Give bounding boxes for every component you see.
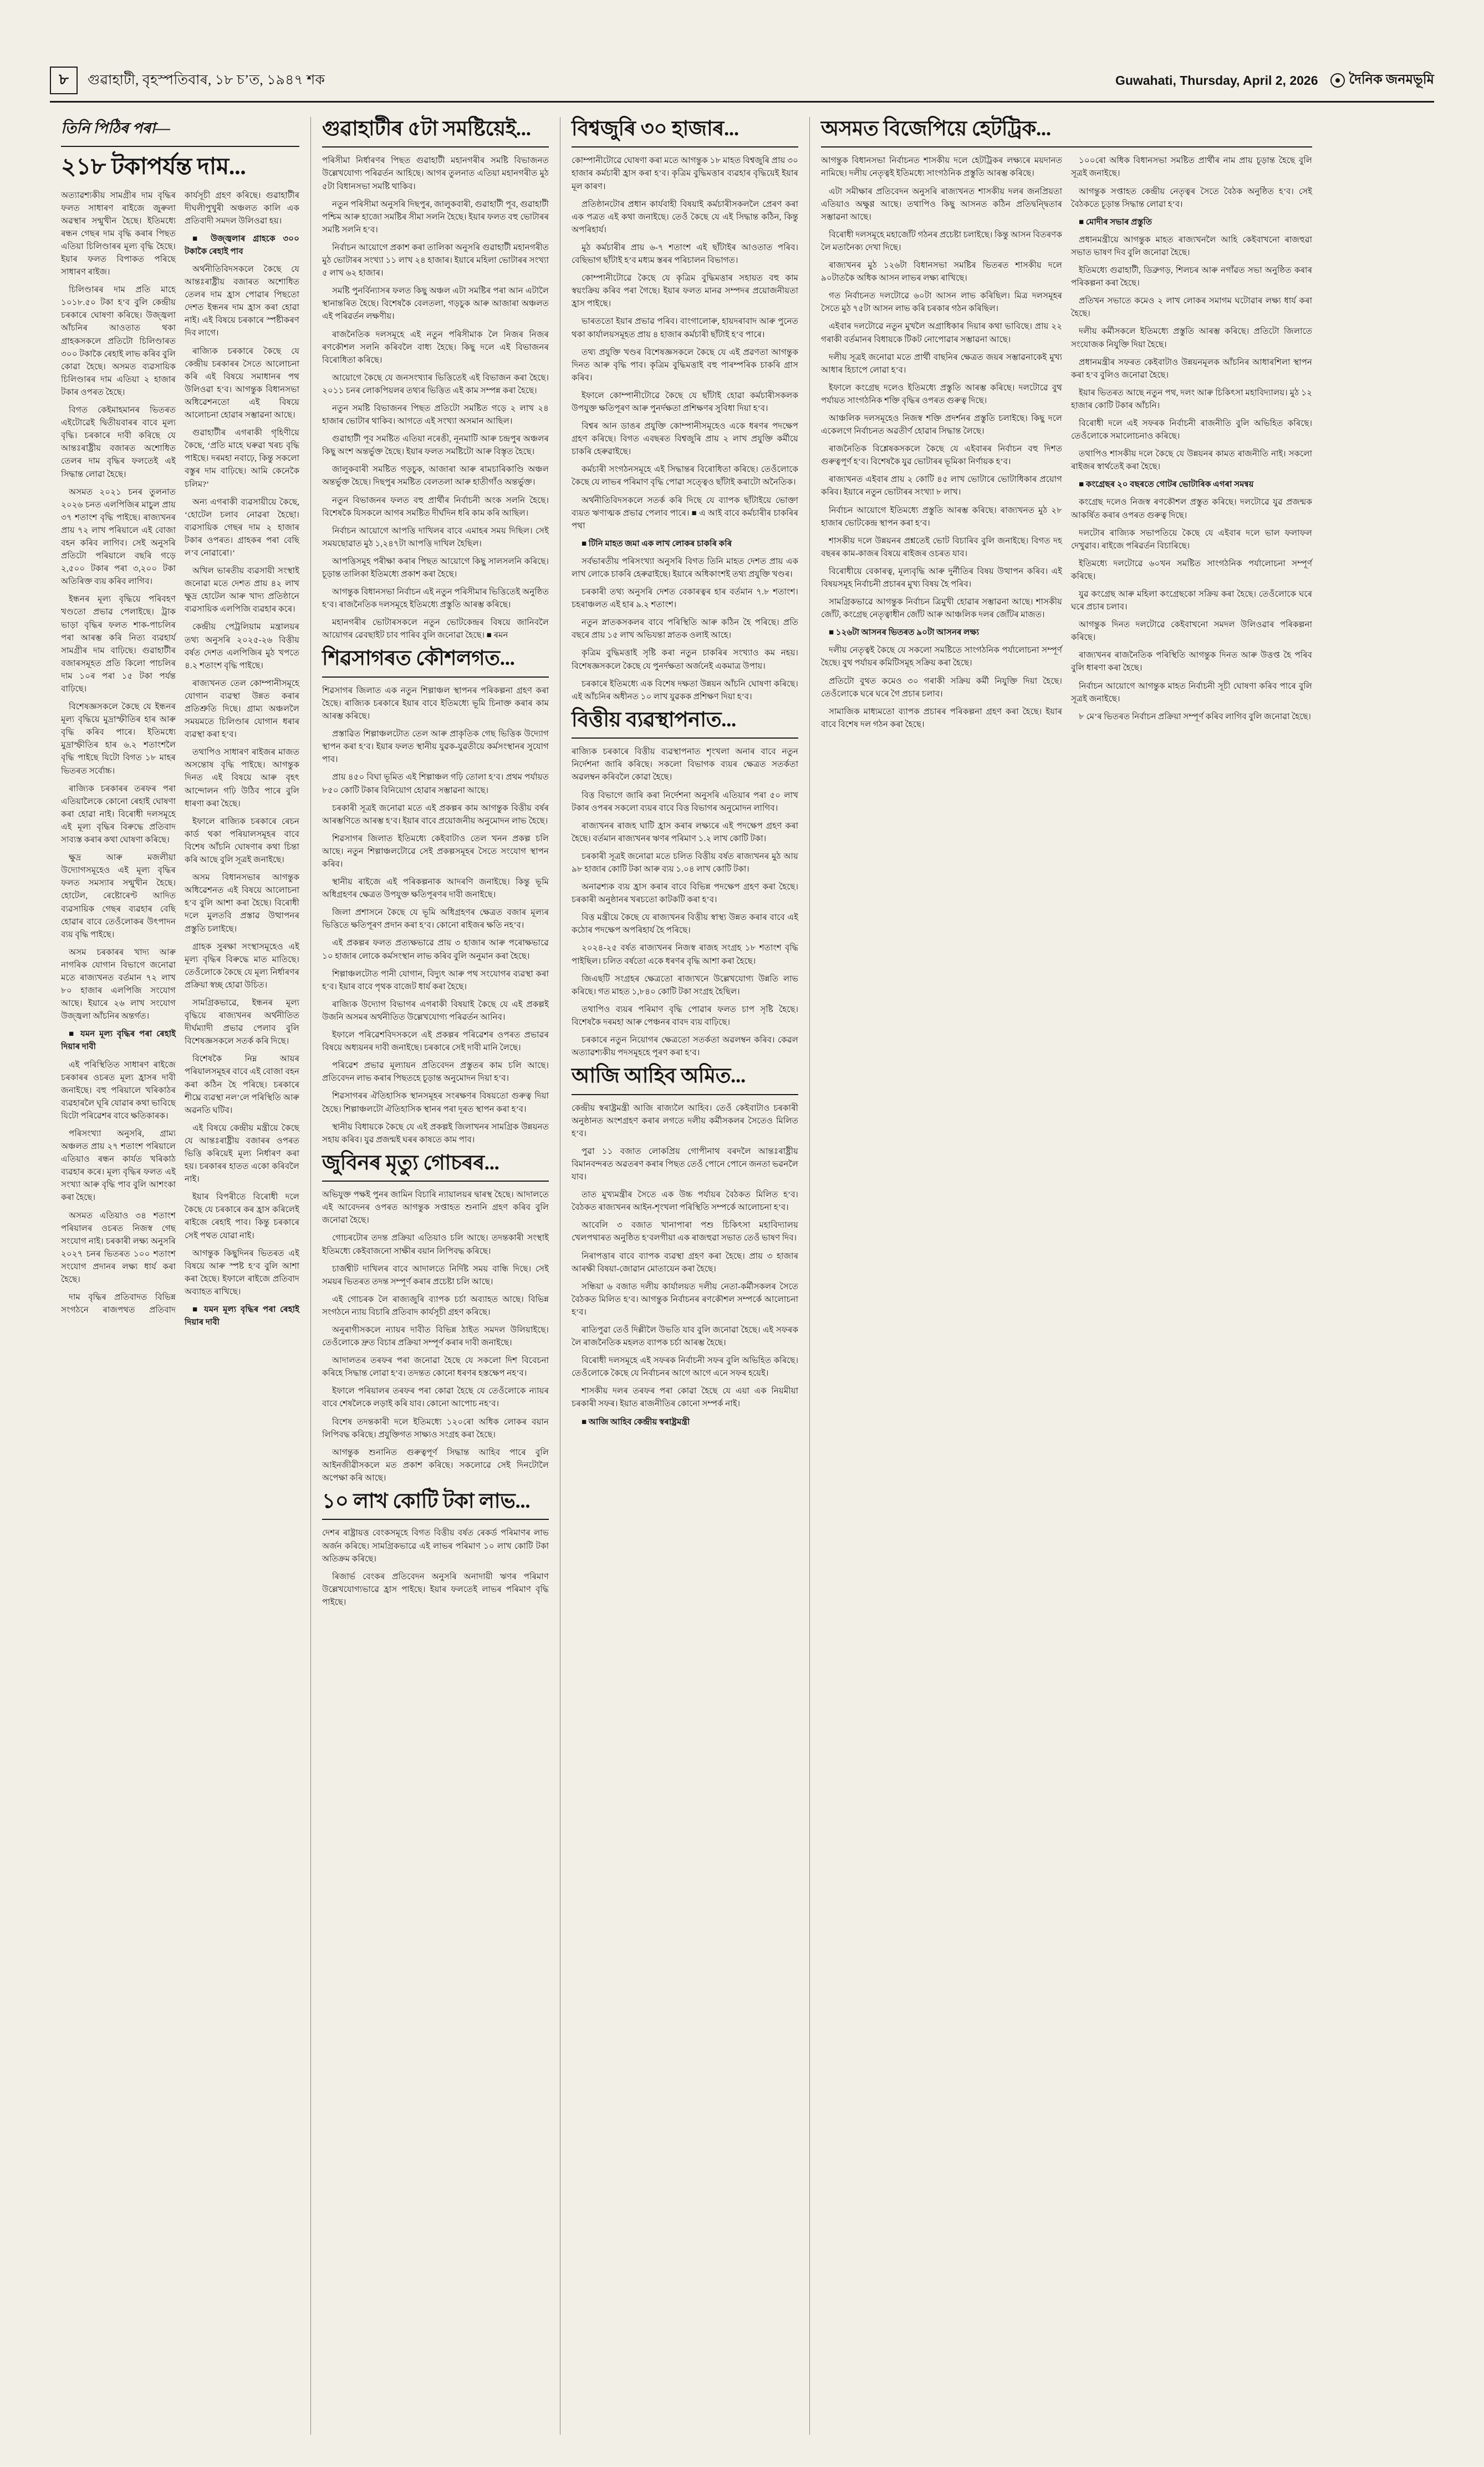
paragraph: এটা সমীক্ষাৰ প্ৰতিবেদন অনুসৰি ৰাজ্যখনত শাসকীয় দলৰ জনপ্ৰিয়তা এতিয়াও অক্ষুণ্ণ আছে। তথাপিও কিছু আসনত কঠিন প্ৰতিদ্বন্দ্বিতাৰ সম্ভাৱনা আছে। xyxy=(821,186,1062,222)
paragraph: সামাজিক মাধ্যমতো ব্যাপক প্ৰচাৰৰ পৰিকল্পনা গ্ৰহণ কৰা হৈছে। ইয়াৰ বাবে বিশেষ দল গঠন কৰা হৈছে। xyxy=(821,706,1062,729)
paragraph: ইফালে পৰিয়ালৰ তৰফৰ পৰা কোৱা হৈছে যে তেওঁলোকে ন্যায়ৰ বাবে শেষলৈকে লড়াই কৰি যাব। কোনো আপোচ নহ’ব। xyxy=(322,1386,549,1409)
paragraph: বিৰোধী দলসমূহে মহাজোঁট গঠনৰ প্ৰচেষ্টা চলাইছে। কিন্তু আসন বিতৰণক লৈ মতানৈক্য দেখা দিছে। xyxy=(821,230,1062,252)
paragraph: ভাৰততো ইয়াৰ প্ৰভাৱ পৰিব। বাংগালোৰু, হায়দৰাবাদ আৰু পুনেত থকা কাৰ্যালয়সমূহত প্ৰায় ৪ হাজাৰ কৰ্মচাৰী ছাঁটাই হ’ব পাৰে। xyxy=(572,317,798,339)
paragraph: শিৱসাগৰ জিলাত এক নতুন শিল্পাঞ্চল স্থাপনৰ পৰিকল্পনা গ্ৰহণ কৰা হৈছে। ৰাজ্যিক চৰকাৰে ইয়াৰ বাবে ইতিমধ্যে ভূমি চিনাক্ত কৰাৰ কাম আৰম্ভ কৰিছে। xyxy=(322,685,549,721)
paragraph: প্ৰধানমন্ত্ৰীয়ে আগন্তুক মাহত ৰাজ্যখনলৈ আহি কেইবাখনো ৰাজহুৱা সভাত ভাষণ দিব বুলি জনোৱা হৈছে। xyxy=(1071,235,1312,257)
lead-story-body xyxy=(61,189,299,1329)
paragraph: ৰাজ্যিক চৰকাৰে কৈছে যে কেন্দ্ৰীয় চৰকাৰৰ সৈতে আলোচনা কৰি এই বিষয়ে সমাধানৰ পথ উলিওৱা হ’ব। আগন্তুক বিধানসভা অধিৱেশনতো এই বিষয়ে আলোচনা হোৱাৰ সম্ভাৱনা আছে। xyxy=(185,346,299,420)
headline-bjp-hattrick: অসমত বিজেপিয়ে হেটট্ৰিক... xyxy=(821,117,1312,147)
paragraph: দেশৰ ৰাষ্ট্ৰায়ত্ত বেংকসমূহে বিগত বিত্তীয় বৰ্ষত ৰেকৰ্ড পৰিমাণৰ লাভ অৰ্জন কৰিছে। সামগ্ৰিকভাৱে এই লাভৰ পৰিমাণ ১০ লাখ কোটি টকা অতিক্ৰম কৰিছে। xyxy=(322,1528,549,1564)
column-2 xyxy=(310,117,560,2435)
paragraph: বিৰোধী দলে এই সফৰক নিৰ্বাচনী ৰাজনীতি বুলি অভিহিত কৰিছে। তেওঁলোকে সমালোচনাও কৰিছে। xyxy=(1071,418,1312,441)
paragraph: গুৱাহাটীৰ এগৰাকী গৃহিণীয়ে কৈছে, ‘প্ৰতি মাহে ঘৰুৱা খৰচ বৃদ্ধি পাইছে। দৰমহা নবাঢ়ে, কিন্তু সকলো বস্তুৰ দাম বাঢ়িছে। আমি কেনেকৈ চলিম?’ xyxy=(185,428,299,489)
column-3 xyxy=(560,117,809,2435)
paragraph: দাম বৃদ্ধিৰ প্ৰতিবাদত বিভিন্ন সংগঠনে ৰাজপথত প্ৰতিবাদ কাৰ্যসূচী গ্ৰহণ কৰিছে। গুৱাহাটীৰ দীঘলীপুখুৰী অঞ্চলত কালি এক প্ৰতিবাদী সমদল উলিওৱা হয়। xyxy=(61,190,299,1315)
paragraph: এই গোচৰক লৈ ৰাজ্যজুৰি ব্যাপক চৰ্চা অব্যাহত আছে। বিভিন্ন সংগঠনে ন্যায় বিচাৰি প্ৰতিবাদ কাৰ্যসূচী গ্ৰহণ কৰিছে। xyxy=(322,1294,549,1317)
paragraph: এই প্ৰকল্পৰ ফলত প্ৰত্যক্ষভাৱে প্ৰায় ৩ হাজাৰ আৰু পৰোক্ষভাৱে ১০ হাজাৰ লোকে কৰ্মসংস্থান লাভ কৰিব বুলি অনুমান কৰা হৈছে। xyxy=(322,938,549,961)
paragraph: বিশেষজ্ঞসকলে কৈছে যে ইন্ধনৰ মূল্য বৃদ্ধিয়ে মুদ্ৰাস্ফীতিৰ হাৰ আৰু বৃদ্ধি কৰিব পাৰে। ইতিমধ্যে মুদ্ৰাস্ফীতিৰ হাৰ ৬.২ শতাংশলৈ বৃদ্ধি পাইছে যিটো বিগত ১৮ মাহৰ ভিতৰত সৰ্বোচ্চ। xyxy=(61,702,176,776)
paragraph: অসমত ২০২১ চনৰ তুলনাত ২০২৬ চনত এলপিজিৰ মাচুল প্ৰায় ৩৭ শতাংশ বৃদ্ধি পাইছে। ৰাজ্যখনৰ প্ৰায় ৭২ লাখ পৰিয়ালে এই বোজা বহন কৰিব লাগিব। সেই অনুসৰি প্ৰতিটো পৰিয়ালে বছৰি গড়ে ২,৫০০ টকাৰ পৰা ৩,২০০ টকা অতিৰিক্ত ব্যয় কৰিব লাগিব। xyxy=(61,487,176,587)
paragraph: বিশ্বৰ আন ডাঙৰ প্ৰযুক্তি কোম্পানীসমূহেও একে ধৰণৰ পদক্ষেপ গ্ৰহণ কৰিছে। বিগত এবছৰত বিশ্বজুৰি প্ৰায় ২ লাখ প্ৰযুক্তি কৰ্মীয়ে চাকৰি হেৰুৱাইছে। xyxy=(572,421,798,457)
paragraph: নিৰ্বাচন আয়োগে আগন্তুক মাহত নিৰ্বাচনী সূচী ঘোষণা কৰিব পাৰে বুলি সূত্ৰই জনাইছে। xyxy=(1071,681,1312,704)
paragraph: স্থানীয় ৰাইজে এই পৰিকল্পনাক আদৰণি জনাইছে। কিন্তু ভূমি অধিগ্ৰহণৰ ক্ষেত্ৰত উপযুক্ত ক্ষতিপূৰণৰ দাবী জনাইছে। xyxy=(322,877,549,900)
paragraph: শিল্পাঞ্চলটোত পানী যোগান, বিদ্যুৎ আৰু পথ সংযোগৰ ব্যৱস্থা কৰা হ’ব। ইয়াৰ বাবে পৃথক বাজেট ধাৰ্য কৰা হৈছে। xyxy=(322,969,549,991)
story-body-bjp-hattrick xyxy=(821,154,1312,732)
story-body-amit-visit xyxy=(572,1102,798,1428)
paragraph: ইফালে কোম্পানীটোৱে কৈছে যে ছাঁটাই হোৱা কৰ্মচাৰীসকলক উপযুক্ত ক্ষতিপূৰণ আৰু পুনৰ্দক্ষতা প্ৰশিক্ষণৰ সুবিধা দিয়া হ’ব। xyxy=(572,390,798,413)
paragraph: ৰাজনৈতিক দলসমূহে এই নতুন পৰিসীমাক লৈ নিজৰ নিজৰ ৰণকৌশল সলনি কৰিবলৈ বাধ্য হৈছে। কিছু দলে এই বিভাজনৰ বিৰোধিতা কৰিছে। xyxy=(322,329,549,365)
paragraph: ৰাজ্যখনৰ মুঠ ১২৬টা বিধানসভা সমষ্টিৰ ভিতৰত শাসকীয় দলে ৯০টাতকৈ অধিক আসন লাভৰ লক্ষ্য ৰাখিছে। xyxy=(821,261,1062,283)
masthead xyxy=(50,67,1434,103)
paragraph: শাসকীয় দলে উন্নয়নৰ প্ৰশ্নতেই ভোট বিচাৰিব বুলি জনাইছে। বিগত দহ বছৰৰ কাম-কাজৰ বিষয়ে ৰাইজৰ ওচৰত যাব। xyxy=(821,536,1062,558)
paragraph: চৰকাৰী তথ্য অনুসৰি দেশত বেকাৰত্বৰ হাৰ বৰ্তমান ৭.৮ শতাংশ। চহৰাঞ্চলত এই হাৰ ৯.২ শতাংশ। xyxy=(572,587,798,610)
paragraph: বিৰোধী দলসমূহে এই সফৰক নিৰ্বাচনী সফৰ বুলি অভিহিত কৰিছে। তেওঁলোকে কৈছে যে নিৰ্বাচনৰ আগে আগে এনে সফৰ হয়েই। xyxy=(572,1356,798,1379)
masthead-right xyxy=(1115,69,1434,91)
lead-headline: ২১৮ টকাপৰ্যন্ত দাম... xyxy=(61,154,246,180)
paragraph: আঞ্চলিক দলসমূহেও নিজস্ব শক্তি প্ৰদৰ্শনৰ প্ৰস্তুতি চলাইছে। কিছু দলে একেলগে নিৰ্বাচনত অৱতীৰ্ণ হোৱাৰ সিদ্ধান্ত লৈছে। xyxy=(821,413,1062,436)
paragraph: মহানগৰীৰ ভোটাৰসকলে নতুন ভোটকেন্দ্ৰৰ বিষয়ে জানিবলৈ আয়োগৰ ৱেবছাইট চাব পাৰিব বুলি জনোৱা হৈছে। ■ ৰমন xyxy=(322,618,549,640)
paragraph: আবেলি ৩ বজাত খানাপাৰা পশু চিকিৎসা মহাবিদ্যালয় খেলপথাৰত অনুষ্ঠিত হ’বলগীয়া এক ৰাজহুৱা সভাত তেওঁ ভাষণ দিব। xyxy=(572,1220,798,1243)
paragraph: শিৱসাগৰৰ ঐতিহাসিক স্থানসমূহৰ সংৰক্ষণৰ বিষয়তো গুৰুত্ব দিয়া হৈছে। শিল্পাঞ্চলটো ঐতিহাসিক স্থানৰ পৰা দূৰত স্থাপন কৰা হ’ব। xyxy=(322,1091,549,1114)
paragraph: সন্ধিয়া ৬ বজাত দলীয় কাৰ্যালয়ত দলীয় নেতা-কৰ্মীসকলৰ সৈতে বৈঠকত মিলিত হ’ব। আগন্তুক নিৰ্বাচনৰ ৰণকৌশল সম্পৰ্কে আলোচনা হ’ব। xyxy=(572,1281,798,1317)
paragraph: ১০০ৰো অধিক বিধানসভা সমষ্টিত প্ৰাৰ্থীৰ নাম প্ৰায় চূড়ান্ত হৈছে বুলি সূত্ৰই জনাইছে। xyxy=(1071,156,1312,179)
paragraph: অসমত এতিয়াও ৩৪ শতাংশ পৰিয়ালৰ ওচৰত নিজস্ব গেছ সংযোগ নাই। চৰকাৰী লক্ষ্য অনুসৰি ২০২৭ চনৰ ভিতৰত ১০০ শতাংশ সংযোগ প্ৰদানৰ লক্ষ্য ধাৰ্য কৰা হৈছে। xyxy=(61,1210,176,1285)
paragraph: এই বিষয়ে কেন্দ্ৰীয় মন্ত্ৰীয়ে কৈছে যে আন্তঃৰাষ্ট্ৰীয় বজাৰৰ ওপৰত ভিত্তি কৰিয়েই মূল্য নিৰ্ধাৰণ কৰা হয়। চৰকাৰৰ হাতত একো কৰিবলৈ নাই। xyxy=(185,1123,299,1184)
story-body-sivasagar xyxy=(322,684,549,1146)
headline-amit-visit: আজি আহিব অমিত... xyxy=(572,1064,798,1095)
paragraph: চৰকাৰে নতুন নিয়োগৰ ক্ষেত্ৰতো সতৰ্কতা অৱলম্বন কৰিব। কেৱল অত্যাৱশ্যকীয় পদসমূহহে পূৰণ কৰা হ’ব। xyxy=(572,1035,798,1058)
publication-logo xyxy=(1330,69,1435,91)
paragraph: কোম্পানীটোৱে কৈছে যে কৃত্ৰিম বুদ্ধিমত্তাৰ সহায়ত বহু কাম স্বয়ংক্ৰিয় কৰিব পৰা গৈছে। ইয়াৰ ফলত মানৱ সম্পদৰ প্ৰয়োজনীয়তা হ্ৰাস পাইছে। xyxy=(572,273,798,309)
inline-subhead: ■ ১২৬টা আসনৰ ভিতৰত ৯০টা আসনৰ লক্ষ্য xyxy=(829,628,980,638)
story-kicker: তিনি পিঠিৰ পৰা— xyxy=(61,117,299,147)
paragraph: অখিল ভাৰতীয় ব্যৱসায়ী সংস্থাই জনোৱা মতে দেশত প্ৰায় ৪২ লাখ ক্ষুদ্ৰ হোটেল আৰু খাদ্য প্ৰতিষ্ঠানে ব্যৱসায়িক এলপিজি ব্যৱহাৰ কৰে। xyxy=(185,566,299,614)
story-body-layoffs xyxy=(572,154,798,703)
page-number: ৮ xyxy=(50,67,78,94)
paragraph: আগন্তুক কিছুদিনৰ ভিতৰত এই বিষয়ে আৰু স্পষ্ট হ’ব বুলি আশা কৰা হৈছে। ইফালে ৰাইজে প্ৰতিবাদ অব্যাহত ৰাখিছে। xyxy=(185,1248,299,1296)
paragraph: গুৱাহাটী পূব সমষ্টিত এতিয়া নৰেঙী, নূনমাটি আৰু চন্দ্ৰপুৰ অঞ্চলৰ কিছু অংশ অন্তৰ্ভুক্ত হৈছে। ইয়াৰ ফলত সমষ্টিটো আৰু বিস্তৃত হৈছে। xyxy=(322,434,549,457)
paragraph: মুঠ কৰ্মচাৰীৰ প্ৰায় ৬-৭ শতাংশ এই ছাঁটাইৰ আওতাত পৰিব। বেছিভাগ ছাঁটাই হ’ব মধ্যম স্তৰৰ পৰিচালন বিভাগত। xyxy=(572,242,798,266)
paragraph: বিগত কেইমাহমানৰ ভিতৰত এইটোৱেই দ্বিতীয়বাৰৰ বাবে মূল্য বৃদ্ধি। চৰকাৰে দাবী কৰিছে যে আন্তঃৰাষ্ট্ৰীয় বজাৰত অশোধিত তেলৰ দাম বৃদ্ধিৰ ফলতেই এই সিদ্ধান্ত লোৱা হৈছে। xyxy=(61,405,176,479)
paragraph: ৰাজনৈতিক বিশ্লেষকসকলে কৈছে যে এইবাৰৰ নিৰ্বাচন বহু দিশত গুৰুত্বপূৰ্ণ হ’ব। বিশেষকৈ যুৱ ভোটাৰৰ ভূমিকা নিৰ্ণায়ক হ’ব। xyxy=(821,444,1062,467)
paragraph: চৰকাৰী সূত্ৰই জনোৱা মতে চলিত বিত্তীয় বৰ্ষত ৰাজ্যখনৰ মুঠ আয় ৯৮ হাজাৰ কোটি টকা আৰু ব্যয় ১.০৪ লাখ কোটি টকা। xyxy=(572,851,798,874)
paragraph: প্ৰতিষ্ঠানটোৰ প্ৰধান কাৰ্যবাহী বিষয়াই কৰ্মচাৰীসকললৈ প্ৰেৰণ কৰা এক পত্ৰত এই কথা জনাইছে। তেওঁ কৈছে যে এই সিদ্ধান্ত কঠিন, কিন্তু অপৰিহাৰ্য। xyxy=(572,199,798,235)
column-1 xyxy=(50,117,310,2435)
paragraph: আয়োগে কৈছে যে জনসংখ্যাৰ ভিত্তিতেই এই বিভাজন কৰা হৈছে। ২০১১ চনৰ লোকপিয়লৰ তথ্যৰ ভিত্তিত এই কাম সম্পন্ন কৰা হৈছে। xyxy=(322,373,549,395)
headline-guwahati-constituencies: গুৱাহাটীৰ ৫টা সমষ্টিয়েই... xyxy=(322,117,549,147)
paragraph: দলীয় কৰ্মীসকলে ইতিমধ্যে প্ৰস্তুতি আৰম্ভ কৰিছে। প্ৰতিটো জিলাতে সংযোজক নিযুক্তি দিয়া হৈছে। xyxy=(1071,327,1312,349)
paragraph: নিৰ্বাচন আয়োগে প্ৰকাশ কৰা তালিকা অনুসৰি গুৱাহাটী মহানগৰীত মুঠ ভোটাৰৰ সংখ্যা ১১ লাখ ২৪ হাজাৰ। ইয়াৰে মহিলা ভোটাৰৰ সংখ্যা ৫ লাখ ৬২ হাজাৰ। xyxy=(322,242,549,278)
paragraph: ইফালে পৰিৱেশবিদসকলে এই প্ৰকল্পৰ পৰিৱেশৰ ওপৰত প্ৰভাৱৰ বিষয়ে অধ্যয়নৰ দাবী জনাইছে। চৰকাৰে সেই দাবী মানি লৈছে। xyxy=(322,1030,549,1053)
paragraph: ইতিমধ্যে দলটোৱে ৬০খন সমষ্টিত সাংগঠনিক পৰ্যালোচনা সম্পূৰ্ণ কৰিছে। xyxy=(1071,558,1312,581)
paragraph: ৰাজ্যখনৰ ৰাজহ ঘাটি হ্ৰাস কৰাৰ লক্ষ্যৰে এই পদক্ষেপ গ্ৰহণ কৰা হৈছে। বৰ্তমান ৰাজ্যখনৰ ঋণৰ পৰিমাণ ১.২ লাখ কোটি টকা। xyxy=(572,821,798,843)
paragraph: শিৱসাগৰ জিলাত ইতিমধ্যে কেইবাটাও তেল খনন প্ৰকল্প চলি আছে। নতুন শিল্পাঞ্চলটোৱে সেই প্ৰকল্পসমূহৰ সৈতে সংযোগ স্থাপন কৰিব। xyxy=(322,833,549,869)
paragraph: প্ৰতিখন সভাতে কমেও ২ লাখ লোকৰ সমাগম ঘটোৱাৰ লক্ষ্য ধাৰ্য কৰা হৈছে। xyxy=(1071,296,1312,319)
paragraph: তথাপিও ব্যয়ৰ পৰিমাণ বৃদ্ধি পোৱাৰ ফলত চাপ সৃষ্টি হৈছে। বিশেষকৈ দৰমহা আৰু পেঞ্চনৰ বাবদ ব্যয় বাঢ়িছে। xyxy=(572,1004,798,1027)
paragraph: বিত্ত বিভাগে জাৰি কৰা নিৰ্দেশনা অনুসৰি এতিয়াৰ পৰা ৫০ লাখ টকাৰ ওপৰৰ সকলো ব্যয়ৰ বাবে বিত্ত বিভাগৰ অনুমোদন লাগিব। xyxy=(572,790,798,813)
paragraph: শাসকীয় দলৰ তৰফৰ পৰা কোৱা হৈছে যে এয়া এক নিয়মীয়া চৰকাৰী সফৰ। ইয়াত ৰাজনীতিৰ কোনো সম্পৰ্ক নাই। xyxy=(572,1386,798,1409)
paragraph: ৮ মে’ৰ ভিতৰত নিৰ্বাচন প্ৰক্ৰিয়া সম্পূৰ্ণ কৰিব লাগিব বুলি জনোৱা হৈছে। xyxy=(1079,711,1311,721)
paragraph: নিৰাপত্তাৰ বাবে ব্যাপক ব্যৱস্থা গ্ৰহণ কৰা হৈছে। প্ৰায় ৩ হাজাৰ আৰক্ষী বিষয়া-জোৱান মোতায়েন কৰা হৈছে। xyxy=(572,1251,798,1274)
paragraph: ইফালে কংগ্ৰেছ দলেও ইতিমধ্যে প্ৰস্তুতি আৰম্ভ কৰিছে। দলটোৱে বুথ পৰ্যায়ত সাংগঠনিক শক্তি বৃদ্ধিৰ ওপৰত গুৰুত্ব দিছে। xyxy=(821,383,1062,405)
paragraph: গত নিৰ্বাচনত দলটোৱে ৬০টা আসন লাভ কৰিছিল। মিত্ৰ দলসমূহৰ সৈতে মুঠ ৭৫টা আসন লাভ কৰি চৰকাৰ গঠন কৰিছিল। xyxy=(821,291,1062,314)
inline-subhead: ■ আজি আহিব কেন্দ্ৰীয় স্বৰাষ্ট্ৰমন্ত্ৰী xyxy=(582,1417,690,1427)
paragraph: নিৰ্বাচন আয়োগে আপত্তি দাখিলৰ বাবে এমাহৰ সময় দিছিল। সেই সময়ছোৱাত মুঠ ১,২৪৭টা আপত্তি দাখিল হৈছিল। xyxy=(322,526,549,548)
paragraph: প্ৰায় ৪৫০ বিঘা ভূমিত এই শিল্পাঞ্চল গঢ়ি তোলা হ’ব। প্ৰথম পৰ্যায়ত ৮৫০ কোটি টকাৰ বিনিয়োগ হোৱাৰ সম্ভাৱনা আছে। xyxy=(322,772,549,795)
paragraph: আগন্তুক শুনানিত গুৰুত্বপূৰ্ণ সিদ্ধান্ত আহিব পাৰে বুলি আইনজীৱীসকলে মত প্ৰকাশ কৰিছে। সকলোৱে সেই দিনটোলৈ অপেক্ষা কৰি আছে। xyxy=(322,1447,549,1483)
headline-sivasagar: শিৱসাগৰত কৌশলগত... xyxy=(322,647,549,677)
paragraph: ইয়াৰ ভিতৰত আছে নতুন পথ, দলং আৰু চিকিৎসা মহাবিদ্যালয়। মুঠ ১২ হাজাৰ কোটি টকাৰ আঁচনি। xyxy=(1071,388,1312,410)
paragraph: বিৰোধীয়ে বেকাৰত্ব, মূল্যবৃদ্ধি আৰু দুৰ্নীতিৰ বিষয় উত্থাপন কৰিব। এই বিষয়সমূহ নিৰ্বাচনী প্ৰচাৰৰ মুখ্য বিষয় হৈ পৰিব। xyxy=(821,566,1062,589)
paragraph: অৰ্থনীতিবিদসকলে কৈছে যে আন্তঃৰাষ্ট্ৰীয় বজাৰত অশোধিত তেলৰ দাম হ্ৰাস পোৱাৰ পিছতো দেশত ইন্ধনৰ দাম হ্ৰাস কৰা হোৱা নাই। এই বিষয়ে চৰকাৰে স্পষ্টীকৰণ দিব লাগে। xyxy=(185,264,299,338)
paragraph: ৰাজ্যিক উদ্যোগ বিভাগৰ এগৰাকী বিষয়াই কৈছে যে এই প্ৰকল্পই উজনি অসমৰ অৰ্থনীতিত উল্লেখযোগ্য পৰিৱৰ্তন আনিব। xyxy=(322,999,549,1022)
paragraph: অনাৱশ্যক ব্যয় হ্ৰাস কৰাৰ বাবে বিভিন্ন পদক্ষেপ গ্ৰহণ কৰা হৈছে। চৰকাৰী অনুষ্ঠানৰ খৰচতো কাটকটি কৰা হ’ব। xyxy=(572,882,798,905)
paragraph: আগন্তুক সপ্তাহত কেন্দ্ৰীয় নেতৃত্বৰ সৈতে বৈঠক অনুষ্ঠিত হ’ব। সেই বৈঠকতে চূড়ান্ত সিদ্ধান্ত লোৱা হ’ব। xyxy=(1071,186,1312,209)
paragraph: দলীয় নেতৃত্বই কৈছে যে সকলো সমষ্টিতে সাংগঠনিক পৰ্যালোচনা সম্পূৰ্ণ হৈছে। বুথ পৰ্যায়ৰ কমিটিসমূহ সক্ৰিয় কৰা হৈছে। xyxy=(821,645,1062,668)
paragraph: গ্ৰাহক সুৰক্ষা সংস্থাসমূহেও এই মূল্য বৃদ্ধিৰ বিৰুদ্ধে মাত মাতিছে। তেওঁলোকে কৈছে যে মূল্য নিৰ্ধাৰণৰ প্ৰক্ৰিয়া স্বচ্ছ হোৱা উচিত। xyxy=(185,942,299,990)
paragraph: অভিযুক্ত পক্ষই পুনৰ জামিন বিচাৰি ন্যায়ালয়ৰ দ্বাৰস্থ হৈছে। আদালতে এই আবেদনৰ ওপৰত আগন্তুক সপ্তাহত শুনানি গ্ৰহণ কৰিব বুলি জনোৱা হৈছে। xyxy=(322,1190,549,1225)
publication-name: দৈনিক জনমভূমি xyxy=(1349,73,1434,87)
paragraph: প্ৰধানমন্ত্ৰীৰ সফৰত কেইবাটাও উন্নয়নমূলক আঁচনিৰ আধাৰশিলা স্থাপন কৰা হ’ব বুলিও জনোৱা হৈছে। xyxy=(1071,357,1312,380)
paragraph: গোচৰটোৰ তদন্ত প্ৰক্ৰিয়া এতিয়াও চলি আছে। তদন্তকাৰী সংস্থাই ইতিমধ্যে কেইবাজনো সাক্ষীৰ বয়ান লিপিবদ্ধ কৰিছে। xyxy=(322,1233,549,1256)
paragraph: দলীয় সূত্ৰই জনোৱা মতে প্ৰাৰ্থী বাছনিৰ ক্ষেত্ৰত জয়ৰ সম্ভাৱনাকেই মুখ্য আধাৰ হিচাপে লোৱা হ’ব। xyxy=(821,352,1062,375)
paragraph: বিত্ত মন্ত্ৰীয়ে কৈছে যে ৰাজ্যখনৰ বিত্তীয় স্বাস্থ্য উন্নত কৰাৰ বাবে এই কঠোৰ পদক্ষেপ অপৰিহাৰ্য হৈ পৰিছে। xyxy=(572,913,798,935)
paragraph: আগন্তুক দিনত দলটোৱে কেইবাখনো সমদল উলিওৱাৰ পৰিকল্পনা কৰিছে। xyxy=(1071,620,1312,643)
paragraph: চাৰ্জশ্বীট দাখিলৰ বাবে আদালতে নিৰ্দিষ্ট সময় বান্ধি দিছে। সেই সময়ৰ ভিতৰত তদন্ত সম্পূৰ্ণ কৰাৰ প্ৰচেষ্টা চলি আছে। xyxy=(322,1264,549,1286)
paragraph: অত্যাৱশ্যকীয় সামগ্ৰীৰ দাম বৃদ্ধিৰ ফলত সাধাৰণ ৰাইজে জুৰুলা অৱস্থাৰ সন্মুখীন হৈছে। ইতিমধ্যে ৰন্ধন গেছৰ দাম বৃদ্ধি কৰাৰ পিছত এতিয়া চিলিণ্ডাৰৰ মূল্য বৃদ্ধি হৈছে। ইয়াৰ ফলত বিপাকত পৰিছে সাধাৰণ ৰাইজ। xyxy=(61,190,176,277)
headline-fiscal-management: বিত্তীয় ব্যৱস্থাপনাত... xyxy=(572,708,798,739)
paragraph: কেন্দ্ৰীয় পেট্ৰলিয়াম মন্ত্ৰালয়ৰ তথ্য অনুসৰি ২০২৫-২৬ বিত্তীয় বৰ্ষত দেশত এলপিজিৰ মুঠ খপতে ৪.২ শতাংশ বৃদ্ধি পাইছে। xyxy=(185,622,299,670)
column-container xyxy=(50,117,1434,2435)
paragraph: নতুন সমষ্টি বিভাজনৰ পিছত প্ৰতিটো সমষ্টিত গড়ে ২ লাখ ২৪ হাজাৰ ভোটাৰ থাকিব। আগতে এই সংখ্যা অসমান আছিল। xyxy=(322,403,549,426)
paragraph: পৰিসীমা নিৰ্ধাৰণৰ পিছত গুৱাহাটী মহানগৰীৰ সমষ্টি বিভাজনত উল্লেখযোগ্য পৰিৱৰ্তন আহিছে। আগৰ তুলনাত এতিয়া মহানগৰীত মুঠ ৫টা বিধানসভা সমষ্টি থাকিব। xyxy=(322,156,549,191)
paragraph: বিশেষ তদন্তকাৰী দলে ইতিমধ্যে ১২০ৰো অধিক লোকৰ বয়ান লিপিবদ্ধ কৰিছে। প্ৰযুক্তিগত সাক্ষ্যও সংগ্ৰহ কৰা হৈছে। xyxy=(322,1417,549,1439)
paragraph: তথাপিও সাধাৰণ ৰাইজৰ মাজত অসন্তোষ বৃদ্ধি পাইছে। আগন্তুক দিনত এই বিষয়ে আৰু বৃহৎ আন্দোলন গঢ়ি উঠিব পাৰে বুলি ধাৰণা কৰা হৈছে। xyxy=(185,747,299,808)
paragraph: নতুন স্নাতকসকলৰ বাবে পৰিস্থিতি আৰু কঠিন হৈ পৰিছে। প্ৰতি বছৰে প্ৰায় ১৫ লাখ অভিযন্তা স্নাতক ওলাই আহে। xyxy=(572,618,798,640)
paragraph: এইবাৰ দলটোৱে নতুন মুখলৈ অগ্ৰাধিকাৰ দিয়াৰ কথা ভাবিছে। প্ৰায় ২২ গৰাকী বৰ্তমানৰ বিধায়কে টিকট নোপোৱাৰ সম্ভাৱনা আছে। xyxy=(821,322,1062,344)
paragraph: ৰাজ্যখনৰ ৰাজনৈতিক পৰিস্থিতি আগন্তুক দিনত আৰু উত্তপ্ত হৈ পৰিব বুলি ধাৰণা কৰা হৈছে। xyxy=(1071,650,1312,673)
paragraph: ইয়াৰ বিপৰীতে বিৰোধী দলে কৈছে যে চৰকাৰে কৰ হ্ৰাস কৰিলেই ৰাইজে ৰেহাই পাব। কিন্তু চৰকাৰে সেই পথত যোৱা নাই। xyxy=(185,1192,299,1240)
paragraph: জালুকবাৰী সমষ্টিত গড়চুক, আজাৰা আৰু ৰামচাৰিকাণ্ডি অঞ্চল অন্তৰ্ভুক্ত হৈছে। দিছপুৰ সমষ্টিত বেলতলা আৰু হাতীগাঁও অন্তৰ্ভুক্ত। xyxy=(322,465,549,487)
paragraph: চিলিণ্ডাৰৰ দাম প্ৰতি মাহে ১০১৮.৫০ টকা হ’ব বুলি কেন্দ্ৰীয় চৰকাৰে ঘোষণা কৰিছে। উজ্জ্বলা আঁচনিৰ আওতাত থকা গ্ৰাহকসকলে প্ৰতিটো চিলিণ্ডাৰত ৩০০ টকাকৈ ৰেহাই লাভ কৰিব বুলি কোৱা হৈছে। অসমত ব্যৱসায়িক চিলিণ্ডাৰৰ দাম এতিয়া ২ হাজাৰ টকাৰ ওপৰত হৈছে। xyxy=(61,285,176,397)
paragraph: তথাপিও শাসকীয় দলে কৈছে যে উন্নয়নৰ কামত ৰাজনীতি নাই। সকলো ৰাইজৰ স্বাৰ্থতেই কৰা হৈছে। xyxy=(1071,449,1312,472)
paragraph: সমষ্টি পুনৰ্বিন্যাসৰ ফলত কিছু অঞ্চল এটা সমষ্টিৰ পৰা আন এটালৈ স্থানান্তৰিত হৈছে। বিশেষকৈ বেলতলা, গড়চুক আৰু আজাৰা অঞ্চলত এই পৰিৱৰ্তন লক্ষণীয়। xyxy=(322,286,549,322)
paragraph: আগন্তুক বিধানসভা নিৰ্বাচন এই নতুন পৰিসীমাৰ ভিত্তিতেই অনুষ্ঠিত হ’ব। ৰাজনৈতিক দলসমূহে ইতিমধ্যে প্ৰস্তুতি আৰম্ভ কৰিছে। xyxy=(322,587,549,610)
logo-circle-icon xyxy=(1330,73,1345,88)
paragraph: তাত মুখ্যমন্ত্ৰীৰ সৈতে এক উচ্চ পৰ্যায়ৰ বৈঠকত মিলিত হ’ব। বৈঠকত ৰাজ্যখনৰ আইন-শৃংখলা পৰিস্থিতি সম্পৰ্কে আলোচনা হ’ব। xyxy=(572,1190,798,1213)
paragraph: পৰিৱেশ প্ৰভাৱ মূল্যায়ন প্ৰতিবেদন প্ৰস্তুতৰ কাম চলি আছে। প্ৰতিবেদন লাভ কৰাৰ পিছতহে চূড়ান্ত অনুমোদন দিয়া হ’ব। xyxy=(322,1061,549,1084)
paragraph: তথ্য প্ৰযুক্তি খণ্ডৰ বিশেষজ্ঞসকলে কৈছে যে এই প্ৰৱণতা আগন্তুক দিনত আৰু বৃদ্ধি পাব। কৃত্ৰিম বুদ্ধিমত্তাই বহু পাৰম্পৰিক চাকৰি গ্ৰাস কৰিব। xyxy=(572,347,798,383)
paragraph: অসম বিধানসভাৰ আগন্তুক অধিৱেশনত এই বিষয়ে আলোচনা হ’ব বুলি আশা কৰা হৈছে। বিৰোধী দলে মুলতবি প্ৰস্তাৱ উত্থাপনৰ প্ৰস্তুতি চলাইছে। xyxy=(185,873,299,934)
inline-subhead: ■ টিনি মাহত জমা এক লাখ লোকৰ চাকৰি কৰি xyxy=(582,538,732,548)
masthead-date-english: Guwahati, Thursday, April 2, 2026 xyxy=(1115,73,1318,88)
headline-bank-profit: ১০ লাখ কোটি টকা লাভ... xyxy=(322,1489,549,1520)
paragraph: জিএছটি সংগ্ৰহৰ ক্ষেত্ৰতো ৰাজ্যখনে উল্লেখযোগ্য উন্নতি লাভ কৰিছে। গত মাহত ১,৮৪০ কোটি টকা সংগ্ৰহ হৈছিল। xyxy=(572,974,798,996)
paragraph: সৰ্বভাৰতীয় পৰিসংখ্যা অনুসৰি বিগত তিনি মাহত দেশত প্ৰায় এক লাখ লোকে চাকৰি হেৰুৱাইছে। ইয়াৰে অধিকাংশই তথ্য প্ৰযুক্তি খণ্ডৰ। xyxy=(572,556,798,579)
closing-subhead: ■ যমন মূল্য বৃদ্ধিৰ পৰা ৰেহাই দিয়াৰ দাবী xyxy=(185,1305,299,1327)
paragraph: পুৱা ১১ বজাত লোকপ্ৰিয় গোপীনাথ বৰদলৈ আন্তঃৰাষ্ট্ৰীয় বিমানবন্দৰত অৱতৰণ কৰাৰ পিছত তেওঁ পোনে পোনে জনতা ভৱনলৈ যাব। xyxy=(572,1146,798,1182)
paragraph: আগন্তুক বিধানসভা নিৰ্বাচনত শাসকীয় দলে হেটট্ৰিকৰ লক্ষ্যৰে ময়দানত নামিছে। দলীয় নেতৃত্বই ইতিমধ্যে সাংগঠনিক প্ৰস্তুতি আৰম্ভ কৰিছে। xyxy=(821,156,1062,179)
paragraph: কৰ্মচাৰী সংগঠনসমূহে এই সিদ্ধান্তৰ বিৰোধিতা কৰিছে। তেওঁলোকে কৈছে যে লাভৰ পৰিমাণ বৃদ্ধি পোৱা সত্ত্বেও ছাঁটাই কৰাটো অনৈতিক। xyxy=(572,465,798,487)
paragraph: অনুৰাগীসকলে ন্যায়ৰ দাবীত বিভিন্ন ঠাইত সমদল উলিয়াইছে। তেওঁলোকে দ্ৰুত বিচাৰ প্ৰক্ৰিয়া সম্পূৰ্ণ কৰাৰ দাবী জনাইছে। xyxy=(322,1325,549,1348)
paragraph: কেন্দ্ৰীয় স্বৰাষ্ট্ৰমন্ত্ৰী আজি ৰাজ্যলৈ আহিব। তেওঁ কেইবাটাও চৰকাৰী অনুষ্ঠানত অংশগ্ৰহণ কৰাৰ লগতে দলীয় কৰ্মীসকলৰ সৈতেও মিলিত হ’ব। xyxy=(572,1103,798,1138)
paragraph: বিশেষকৈ নিম্ন আয়ৰ পৰিয়ালসমূহৰ বাবে এই বোজা বহন কৰা কঠিন হৈ পৰিছে। চৰকাৰে শীঘ্ৰে ব্যৱস্থা নল’লে পৰিস্থিতি আৰু অৱনতি ঘটিব। xyxy=(185,1054,299,1115)
story-body-fiscal-management xyxy=(572,745,798,1059)
paragraph: প্ৰতিটো বুথত কমেও ৩০ গৰাকী সক্ৰিয় কৰ্মী নিযুক্তি দিয়া হৈছে। তেওঁলোকে ঘৰে ঘৰে গৈ প্ৰচাৰ চলাব। xyxy=(821,676,1062,699)
paragraph: ৰাজ্যিক চৰকাৰে বিত্তীয় ব্যৱস্থাপনাত শৃংখলা অনাৰ বাবে নতুন নিৰ্দেশনা জাৰি কৰিছে। সকলো বিভাগক ব্যয়ৰ ক্ষেত্ৰত সতৰ্কতা অৱলম্বন কৰিবলৈ কোৱা হৈছে। xyxy=(572,747,798,782)
paragraph: অন্য এগৰাকী ব্যৱসায়ীয়ে কৈছে, ‘হোটেল চলাব নোৱৰা হৈছো। ব্যৱসায়িক গেছৰ দাম ২ হাজাৰ টকাৰ ওপৰত। গ্ৰাহকৰ পৰা বেছি ল’ব নোৱাৰো।’ xyxy=(185,497,299,558)
story-body-bank-profit xyxy=(322,1527,549,1609)
paragraph: সামগ্ৰিকভাৱে আগন্তুক নিৰ্বাচন ত্ৰিমুখী হোৱাৰ সম্ভাৱনা আছে। শাসকীয় জোঁট, কংগ্ৰেছ নেতৃত্বাধীন জোঁট আৰু আঞ্চলিক দলৰ জোঁটৰ মাজত। xyxy=(821,597,1062,620)
paragraph: ৰাজ্যখনত তেল কোম্পানীসমূহে যোগান ব্যৱস্থা উন্নত কৰাৰ প্ৰতিশ্ৰুতি দিছে। গ্ৰাম্য অঞ্চললৈ সময়মতে চিলিণ্ডাৰ যোগান ধৰাৰ ব্যৱস্থা কৰা হ’ব। xyxy=(185,678,299,740)
inline-subhead: ■ উজ্জ্বলাৰ গ্ৰাহকে ৩০০ টকাকৈ ৰেহাই পাব xyxy=(185,233,299,256)
paragraph: আদালতৰ তৰফৰ পৰা জনোৱা হৈছে যে সকলো দিশ বিবেচনা কৰিহে সিদ্ধান্ত লোৱা হ’ব। তদন্তত কোনো ধৰণৰ হস্তক্ষেপ নহ’ব। xyxy=(322,1356,549,1379)
paragraph: ৰিজাৰ্ভ বেংকৰ প্ৰতিবেদন অনুসৰি অনাদায়ী ঋণৰ পৰিমাণ উল্লেখযোগ্যভাৱে হ্ৰাস পাইছে। ইয়াৰ ফলতেই লাভৰ পৰিমাণ বৃদ্ধি পাইছে। xyxy=(322,1571,549,1607)
paragraph: জিলা প্ৰশাসনে কৈছে যে ভূমি অধিগ্ৰহণৰ ক্ষেত্ৰত বজাৰ মূল্যৰ ভিত্তিতে ক্ষতিপূৰণ প্ৰদান কৰা হ’ব। কোনো ৰাইজৰ ক্ষতি নহ’ব। xyxy=(322,908,549,930)
paragraph: সামগ্ৰিকভাৱে, ইন্ধনৰ মূল্য বৃদ্ধিয়ে ৰাজ্যখনৰ অৰ্থনীতিত দীৰ্ঘম্যাদী প্ৰভাৱ পেলাব বুলি বিশেষজ্ঞসকলে সতৰ্ক কৰি দিছে। xyxy=(185,998,299,1046)
paragraph: নতুন পৰিসীমা অনুসৰি দিছপুৰ, জালুকবাৰী, গুৱাহাটী পূব, গুৱাহাটী পশ্চিম আৰু হাজো সমষ্টিৰ সীমা সলনি হৈছে। ইয়াৰ ফলত বহু ভোটাৰৰ সমষ্টি সলনি হ’ব। xyxy=(322,199,549,235)
paragraph: নতুন বিভাজনৰ ফলত বহু প্ৰাৰ্থীৰ নিৰ্বাচনী অংক সলনি হৈছে। বিশেষকৈ যিসকলে আগৰ সমষ্টিত দীৰ্ঘদিন ধৰি কাম কৰি আছিল। xyxy=(322,495,549,518)
paragraph: চৰকাৰী সূত্ৰই জনোৱা মতে এই প্ৰকল্পৰ কাম আগন্তুক বিত্তীয় বৰ্ষৰ আৰম্ভণিতে আৰম্ভ হ’ব। ইয়াৰ বাবে প্ৰয়োজনীয় অনুমোদন লাভ হৈছে। xyxy=(322,803,549,826)
inline-subhead: ■ কংগ্ৰেছৰ ২০ বছৰতে গোটৰ ভোটাৰিক এগৰা সমন্বয় xyxy=(1079,480,1254,490)
paragraph: ইফালে ৰাজ্যিক চৰকাৰে ৰেচন কাৰ্ড থকা পৰিয়ালসমূহৰ বাবে বিশেষ আঁচনি ঘোষণাৰ কথা চিন্তা কৰি আছে বুলি সূত্ৰই জনাইছে। xyxy=(185,816,299,865)
paragraph: যুৱ কংগ্ৰেছ আৰু মহিলা কংগ্ৰেছকো সক্ৰিয় কৰা হৈছে। তেওঁলোকে ঘৰে ঘৰে প্ৰচাৰ চলাব। xyxy=(1071,589,1312,612)
paragraph: নিৰ্বাচন আয়োগে ইতিমধ্যে প্ৰস্তুতি আৰম্ভ কৰিছে। ৰাজ্যখনত মুঠ ২৮ হাজাৰ ভোটকেন্দ্ৰ স্থাপন কৰা হ’ব। xyxy=(821,505,1062,528)
paragraph: ইতিমধ্যে গুৱাহাটী, ডিব্ৰুগড়, শিলচৰ আৰু নগাঁৱত সভা অনুষ্ঠিত কৰাৰ পৰিকল্পনা কৰা হৈছে। xyxy=(1071,266,1312,288)
paragraph: স্থানীয় বিধায়কে কৈছে যে এই প্ৰকল্পই জিলাখনৰ সামগ্ৰিক উন্নয়নত সহায় কৰিব। যুৱ প্ৰজন্মই ঘৰৰ কাষতে কাম পাব। xyxy=(322,1122,549,1145)
headline-zubeen-case: জুবিনৰ মৃত্যু গোচৰৰ... xyxy=(322,1151,549,1182)
paragraph: অসম চৰকাৰৰ খাদ্য আৰু নাগৰিক যোগান বিভাগে জনোৱা মতে ৰাজ্যখনত বৰ্তমান ৭২ লাখ ৮০ হাজাৰ এলপিজি সংযোগ আছে। ইয়াৰে ২৬ লাখ সংযোগ উজ্জ্বলা আঁচনিৰ অন্তৰ্গত। xyxy=(61,947,176,1021)
paragraph: কোম্পানীটোৱে ঘোষণা কৰা মতে আগন্তুক ১৮ মাহত বিশ্বজুৰি প্ৰায় ৩০ হাজাৰ কৰ্মচাৰী হ্ৰাস কৰা হ’ব। কৃত্ৰিম বুদ্ধিমত্তাৰ ব্যৱহাৰ বৃদ্ধিয়েই ইয়াৰ মূল কাৰণ। xyxy=(572,156,798,191)
masthead-date-assamese: গুৱাহাটী, বৃহস্পতিবাৰ, ১৮ চ’ত, ১৯৪৭ শক xyxy=(88,72,325,88)
inline-subhead: ■ যমন মূল্য বৃদ্ধিৰ পৰা ৰেহাই দিয়াৰ দাবী xyxy=(61,1029,176,1052)
paragraph: আপত্তিসমূহ পৰীক্ষা কৰাৰ পিছত আয়োগে কিছু সালসলনি কৰিছে। চূড়ান্ত তালিকা ইতিমধ্যে প্ৰকাশ কৰা হৈছে। xyxy=(322,556,549,579)
paragraph: ৰাজ্যখনত এইবাৰ প্ৰায় ২ কোটি ৪৫ লাখ ভোটাৰে ভোটাধিকাৰ প্ৰয়োগ কৰিব। ইয়াৰে নতুন ভোটাৰৰ সংখ্যা ৮ লাখ। xyxy=(821,475,1062,497)
paragraph: কংগ্ৰেছ দলেও নিজস্ব ৰণকৌশল প্ৰস্তুত কৰিছে। দলটোৱে যুৱ প্ৰজন্মক আকৰ্ষিত কৰাৰ ওপৰত গুৰুত্ব দিছে। xyxy=(1071,497,1312,520)
story-body-zubeen-case xyxy=(322,1188,549,1484)
paragraph: ২০২৪-২৫ বৰ্ষত ৰাজ্যখনৰ নিজস্ব ৰাজহ সংগ্ৰহ ১৮ শতাংশ বৃদ্ধি পাইছিল। চলিত বৰ্ষতো একে ধৰণৰ বৃদ্ধি আশা কৰা হৈছে। xyxy=(572,943,798,966)
paragraph: চৰকাৰে ইতিমধ্যে এক বিশেষ দক্ষতা উন্নয়ন আঁচনি ঘোষণা কৰিছে। এই আঁচনিৰ অধীনত ১০ লাখ যুৱকক প্ৰশিক্ষণ দিয়া হ’ব। xyxy=(572,679,798,701)
inline-subhead: ■ মোদীৰ সভাৰ প্ৰস্তুতি xyxy=(1079,217,1152,227)
paragraph: ৰাতিপুৱা তেওঁ দিল্লীলৈ উভতি যাব বুলি জনোৱা হৈছে। এই সফৰক লৈ ৰাজনৈতিক মহলত ব্যাপক চৰ্চা আৰম্ভ হৈছে। xyxy=(572,1325,798,1348)
paragraph: ক্ষুদ্ৰ আৰু মজলীয়া উদ্যোগসমূহেও এই মূল্য বৃদ্ধিৰ ফলত সমস্যাৰ সন্মুখীন হৈছে। হোটেল, ৰেষ্টোৰেণ্ট আদিত ব্যৱসায়িক গেছৰ ব্যৱহাৰ বেছি হোৱাৰ বাবে তেওঁলোকৰ উৎপাদন ব্যয় বৃদ্ধি পাইছে। xyxy=(61,853,176,939)
paragraph: ইন্ধনৰ মূল্য বৃদ্ধিয়ে পৰিবহণ খণ্ডতো প্ৰভাৱ পেলাইছে। ট্ৰাক ভাড়া বৃদ্ধিৰ ফলত শাক-পাচলিৰ পৰা আৰম্ভ কৰি নিত্য ব্যৱহাৰ্য সামগ্ৰীৰ দাম বাঢ়িছে। গুৱাহাটীৰ বজাৰসমূহত প্ৰতি কিলো পাচলিৰ দাম ১০ৰ পৰা ১৫ টকা পৰ্যন্ত বাঢ়িছে। xyxy=(61,594,176,694)
paragraph: দলটোৰ ৰাজ্যিক সভাপতিয়ে কৈছে যে এইবাৰ দলে ভাল ফলাফল দেখুৱাব। ৰাইজে পৰিৱৰ্তন বিচাৰিছে। xyxy=(1071,528,1312,551)
paragraph: প্ৰস্তাৱিত শিল্পাঞ্চলটোত তেল আৰু প্ৰাকৃতিক গেছ ভিত্তিক উদ্যোগ স্থাপন কৰা হ’ব। ইয়াৰ ফলত স্থানীয় যুৱক-যুৱতীয়ে কৰ্মসংস্থানৰ সুযোগ পাব। xyxy=(322,729,549,765)
paragraph: অৰ্থনীতিবিদসকলে সতৰ্ক কৰি দিছে যে ব্যাপক ছাঁটাইয়ে ভোক্তা ব্যয়ত ঋণাত্মক প্ৰভাৱ পেলাব পাৰে। ■ এ আই বাবে কৰ্মচাৰীৰ চাকৰিৰ পথা xyxy=(572,495,798,531)
column-4 xyxy=(809,117,1323,2435)
masthead-left xyxy=(50,67,325,94)
paragraph: এই পৰিস্থিতিত সাধাৰণ ৰাইজে চৰকাৰৰ ওচৰত মূল্য হ্ৰাসৰ দাবী জনাইছে। বহু পৰিয়ালে খৰিকাঠৰ ব্যৱহাৰলৈ ঘূৰি যোৱাৰ কথা ভাবিছে যিটো পৰিৱেশৰ বাবে ক্ষতিকাৰক। xyxy=(61,1060,176,1121)
paragraph: পৰিসংখ্যা অনুসৰি, গ্ৰাম্য অঞ্চলত প্ৰায় ২৭ শতাংশ পৰিয়ালে এতিয়াও ৰন্ধন কাৰ্যত খৰিকাঠ ব্যৱহাৰ কৰে। মূল্য বৃদ্ধিৰ ফলত এই সংখ্যা আৰু বৃদ্ধি পাব বুলি আশংকা কৰা হৈছে। xyxy=(61,1129,176,1203)
paragraph: ৰাজ্যিক চৰকাৰৰ তৰফৰ পৰা এতিয়ালৈকে কোনো ৰেহাই ঘোষণা কৰা হোৱা নাই। বিৰোধী দলসমূহে এই মূল্য বৃদ্ধিৰ বিৰুদ্ধে প্ৰতিবাদ সাব্যস্ত কৰাৰ কথা ঘোষণা কৰিছে। xyxy=(61,784,176,845)
headline-layoffs: বিশ্বজুৰি ৩০ হাজাৰ... xyxy=(572,117,798,147)
paragraph: কৃত্ৰিম বুদ্ধিমত্তাই সৃষ্টি কৰা নতুন চাকৰিৰ সংখ্যাও কম নহয়। বিশেষজ্ঞসকলে কৈছে যে পুনৰ্দক্ষতা অৰ্জনেই একমাত্ৰ উপায়। xyxy=(572,648,798,671)
story-body-guwahati-constituencies xyxy=(322,154,549,642)
